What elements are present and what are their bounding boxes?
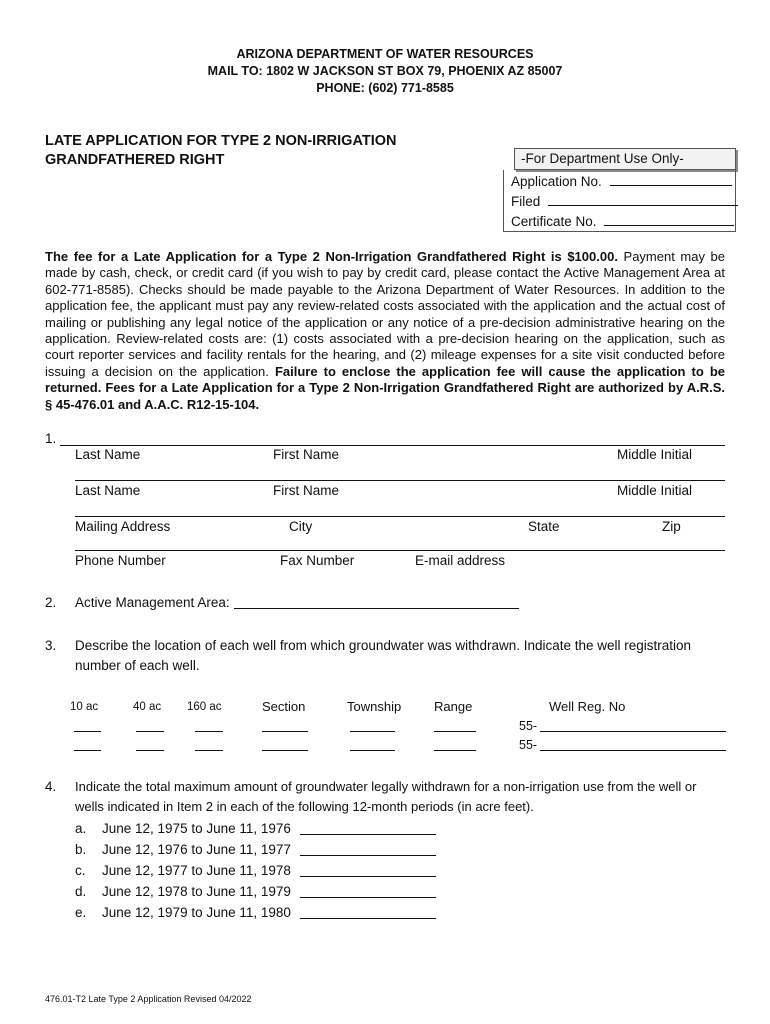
col-40ac: 40 ac (133, 701, 162, 713)
well1-township-field[interactable] (350, 731, 395, 732)
fee-paragraph-tail: Failure to enclose the application fee will cause the application to be returned. Fees for a Late Application for a Type 2 Non-Irrigation Grandfathered Right are authorized by A.R.S. § 45-476.01 and A.A.C. R12-15-104. (45, 363, 725, 412)
period-c-label: June 12, 1977 to June 11, 1978 (102, 863, 291, 878)
fee-paragraph (45, 249, 725, 413)
certificate-no-row (511, 213, 734, 229)
contact-line[interactable] (75, 550, 725, 551)
period-e-letter: e. (75, 905, 87, 920)
city-label: City (289, 519, 313, 534)
agency-name: ARIZONA DEPARTMENT OF WATER RESOURCES (236, 47, 534, 61)
email-label: E-mail address (415, 553, 506, 568)
item4-instruction-line2: wells indicated in Item 2 in each of the following 12-month periods (in acre feet). (75, 799, 534, 814)
form-footer: 476.01-T2 Late Type 2 Application Revised 04/2022 (45, 994, 252, 1004)
active-management-area-field[interactable] (234, 608, 519, 609)
mailing-address-line[interactable] (75, 516, 725, 517)
applicant1-name-line[interactable] (60, 445, 725, 446)
active-management-area-label: Active Management Area: (75, 595, 230, 610)
well1-40ac-field[interactable] (136, 731, 164, 732)
well1-10ac-field[interactable] (74, 731, 101, 732)
period-c-letter: c. (75, 863, 86, 878)
period-c-field[interactable] (300, 876, 436, 877)
col-160ac: 160 ac (187, 701, 222, 713)
well2-section-field[interactable] (262, 750, 308, 751)
well1-range-field[interactable] (434, 731, 476, 732)
item3-instruction-line1: Describe the location of each well from which groundwater was withdrawn. Indicate the well registration (75, 638, 692, 653)
mailing-address-label: Mailing Address (75, 519, 171, 534)
col-well-reg-no: Well Reg. No (549, 699, 626, 714)
col-10ac: 10 ac (70, 701, 99, 713)
fee-paragraph-lead: The fee for a Late Application for a Type 2 Non-Irrigation Grandfathered Right is $100.00. (45, 249, 618, 264)
period-b-field[interactable] (300, 855, 436, 856)
well2-160ac-field[interactable] (195, 750, 223, 751)
well1-reg-prefix: 55- (519, 719, 538, 733)
filed-row (511, 193, 738, 209)
mail-to-address: MAIL TO: 1802 W JACKSON ST BOX 79, PHOENIX AZ 85007 (207, 64, 563, 78)
filed-field[interactable] (548, 193, 738, 206)
fee-paragraph-body: Payment may be made by cash, check, or credit card (if you wish to pay by credit card, please contact the Active Management Area at 602-771-8585). Checks should be made payable to the Arizona Department of Water Resources. In addition to the application fee, the applicant must pay any review-related costs associated with the application and the actual cost of mailing or publishing any legal notice of the application or any notice of a pre-decision administrative hearing on the application. Review-related costs are: (1) costs associated with a pre-decision hearing on the application, such as court reporter services and facility rentals for the hearing, and (2) mileage expenses for a site visit conducted before issuing a decision on the application. (45, 249, 725, 379)
period-a-letter: a. (75, 821, 87, 836)
period-a-field[interactable] (300, 834, 436, 835)
well1-160ac-field[interactable] (195, 731, 223, 732)
zip-label: Zip (662, 519, 681, 534)
form-title-line2: GRANDFATHERED RIGHT (45, 152, 225, 168)
item4-instruction-line1: Indicate the total maximum amount of groundwater legally withdrawn for a non-irrigation use from the well or (75, 779, 697, 794)
state-label: State (528, 519, 560, 534)
applicant2-first-name-label: First Name (273, 483, 340, 498)
applicant2-middle-initial-label: Middle Initial (617, 483, 693, 498)
certificate-no-field[interactable] (604, 213, 734, 226)
item3-instruction-line2: number of each well. (75, 658, 200, 673)
well2-township-field[interactable] (350, 750, 395, 751)
period-e-label: June 12, 1979 to June 11, 1980 (102, 905, 291, 920)
well1-section-field[interactable] (262, 731, 308, 732)
well2-40ac-field[interactable] (136, 750, 164, 751)
form-title-line1: LATE APPLICATION FOR TYPE 2 NON-IRRIGATION (45, 133, 397, 149)
item2-number: 2. (45, 595, 57, 610)
applicant1-last-name-label: Last Name (75, 447, 141, 462)
period-b-label: June 12, 1976 to June 11, 1977 (102, 842, 291, 857)
well2-reg-no-field[interactable] (540, 750, 726, 751)
application-no-field[interactable] (610, 173, 732, 186)
well2-10ac-field[interactable] (74, 750, 101, 751)
item1-number: 1. (45, 431, 57, 446)
department-use-heading: -For Department Use Only- (514, 148, 736, 170)
application-no-label: Application No. (511, 174, 602, 189)
item3-number: 3. (45, 638, 57, 653)
col-township: Township (347, 699, 402, 714)
applicant1-first-name-label: First Name (273, 447, 340, 462)
period-d-label: June 12, 1978 to June 11, 1979 (102, 884, 291, 899)
col-range: Range (434, 699, 473, 714)
agency-phone: PHONE: (602) 771-8585 (316, 81, 454, 95)
period-a-label: June 12, 1975 to June 11, 1976 (102, 821, 291, 836)
period-d-letter: d. (75, 884, 87, 899)
well2-range-field[interactable] (434, 750, 476, 751)
period-e-field[interactable] (300, 918, 436, 919)
fax-number-label: Fax Number (280, 553, 355, 568)
certificate-no-label: Certificate No. (511, 214, 597, 229)
applicant2-name-line[interactable] (75, 480, 725, 481)
item4-number: 4. (45, 779, 57, 794)
period-d-field[interactable] (300, 897, 436, 898)
col-section: Section (262, 699, 306, 714)
phone-number-label: Phone Number (75, 553, 166, 568)
well2-reg-prefix: 55- (519, 738, 538, 752)
application-no-row (511, 173, 732, 189)
well1-reg-no-field[interactable] (540, 731, 726, 732)
filed-label: Filed (511, 194, 541, 209)
applicant1-middle-initial-label: Middle Initial (617, 447, 693, 462)
applicant2-last-name-label: Last Name (75, 483, 141, 498)
period-b-letter: b. (75, 842, 87, 857)
